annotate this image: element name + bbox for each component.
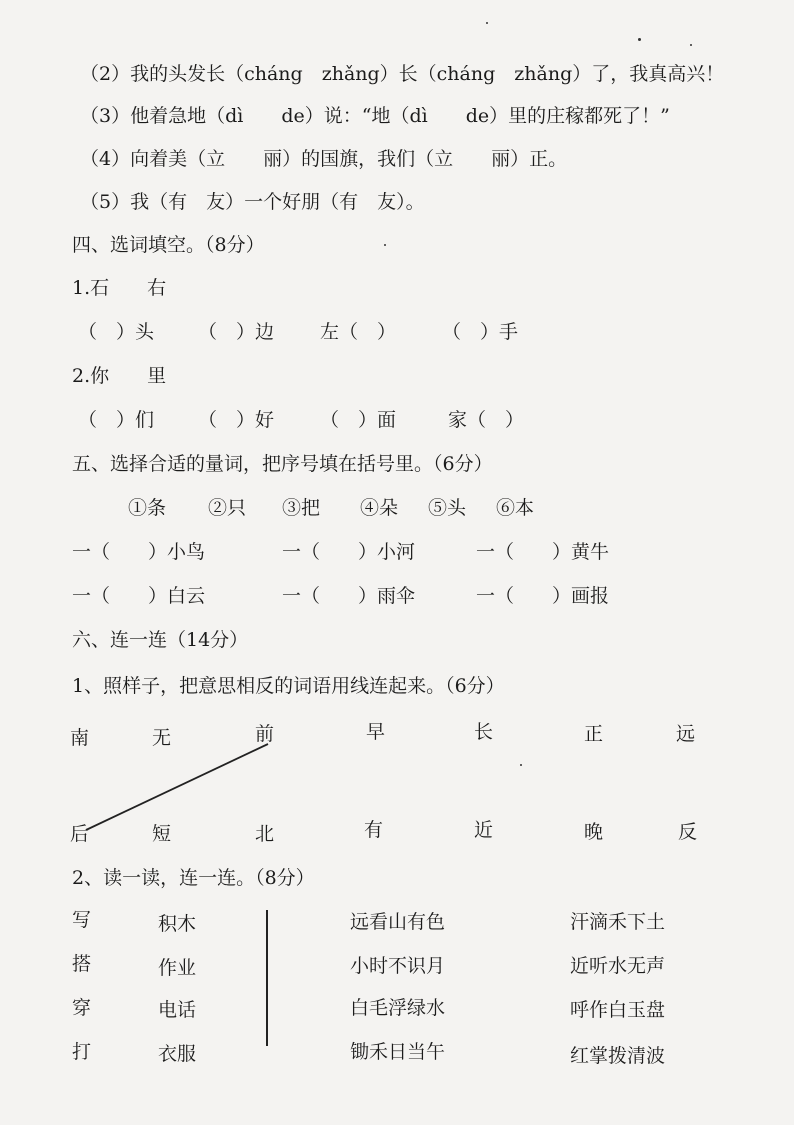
q3-item-3: （3）他着急地（dì de）说：“地（dì de）里的庄稼都死了！” [80,105,670,127]
poem-right-1: 汗滴禾下土 [570,911,666,933]
verb-1: 写 [72,909,92,931]
poem-right-4: 红掌拨清波 [570,1045,666,1067]
noun-3: 电话 [158,999,197,1021]
section5-row1-item-2: 一（ ）小河 [282,541,416,563]
noun-4: 衣服 [158,1043,197,1065]
section5-row1-item-3: 一（ ）黄牛 [476,541,610,563]
section6-title: 六、连一连（14分） [72,629,249,651]
measure-word-option-2: ②只 [208,497,247,519]
section5-row2-item-1: 一（ ）白云 [72,585,206,607]
verb-2: 搭 [72,953,92,975]
bottom-word-2: 短 [152,823,172,845]
scan-speck [486,22,488,24]
section4-group2-blank-3: （ ）面 [320,409,397,431]
q3-item-4: （4）向着美（立 丽）的国旗，我们（立 丽）正。 [80,148,568,170]
section4-group1-blank-2: （ ）边 [198,321,275,343]
example-match-line [86,744,268,830]
bottom-word-1: 后 [70,823,90,845]
section4-group2-blank-1: （ ）们 [78,409,155,431]
top-word-6: 正 [584,723,604,745]
measure-word-option-5: ⑤头 [428,497,467,519]
q3-item-5: （5）我（有 友）一个好朋（有 友）。 [80,191,425,213]
top-word-4: 早 [366,721,386,743]
section5-title: 五、选择合适的量词，把序号填在括号里。（6分） [72,453,493,475]
bottom-word-4: 有 [364,819,384,841]
bottom-word-3: 北 [255,823,275,845]
top-word-5: 长 [474,721,494,743]
top-word-2: 无 [152,727,172,749]
section4-group1-blank-4: （ ）手 [442,321,519,343]
scan-speck [690,44,692,46]
section5-row2-item-3: 一（ ）画报 [476,585,610,607]
bottom-word-7: 反 [678,821,698,843]
top-word-7: 远 [676,723,696,745]
poem-left-4: 锄禾日当午 [350,1041,446,1063]
section4-group1-blank-3: 左（ ） [320,321,397,343]
verb-3: 穿 [72,997,92,1019]
poem-right-3: 呼作白玉盘 [570,999,666,1021]
poem-right-2: 近听水无声 [570,955,666,977]
top-word-1: 南 [70,727,90,749]
poem-left-2: 小时不识月 [350,955,446,977]
measure-word-option-4: ④朵 [360,497,399,519]
scan-speck [638,38,641,41]
measure-word-option-6: ⑥本 [496,497,535,519]
section5-row2-item-2: 一（ ）雨伞 [282,585,416,607]
bottom-word-6: 晚 [584,821,604,843]
bottom-word-5: 近 [474,819,494,841]
top-word-3: 前 [255,723,275,745]
section6-part1-title: 1、照样子，把意思相反的词语用线连起来。（6分） [72,675,505,697]
scan-speck [520,764,522,766]
measure-word-option-3: ③把 [282,497,321,519]
noun-1: 积木 [158,913,197,935]
measure-word-option-1: ①条 [128,497,167,519]
section4-group2-blank-2: （ ）好 [198,409,275,431]
section4-group2-blank-4: 家（ ） [448,409,525,431]
poem-left-3: 白毛浮绿水 [350,997,446,1019]
section4-group2-words: 2.你 里 [72,365,167,387]
poem-left-1: 远看山有色 [350,911,446,933]
section5-row1-item-1: 一（ ）小鸟 [72,541,206,563]
verb-4: 打 [72,1041,92,1063]
section4-title: 四、选词填空。（8分） [72,234,265,256]
section4-group1-words: 1.石 右 [72,277,167,299]
noun-2: 作业 [158,957,197,979]
section4-group1-blank-1: （ ）头 [78,321,155,343]
scan-speck [384,244,386,246]
section6-part2-title: 2、读一读，连一连。（8分） [72,867,315,889]
q3-item-2: （2）我的头发长（cháng zhǎng）长（cháng zhǎng）了，我真高兴！ [80,63,725,85]
